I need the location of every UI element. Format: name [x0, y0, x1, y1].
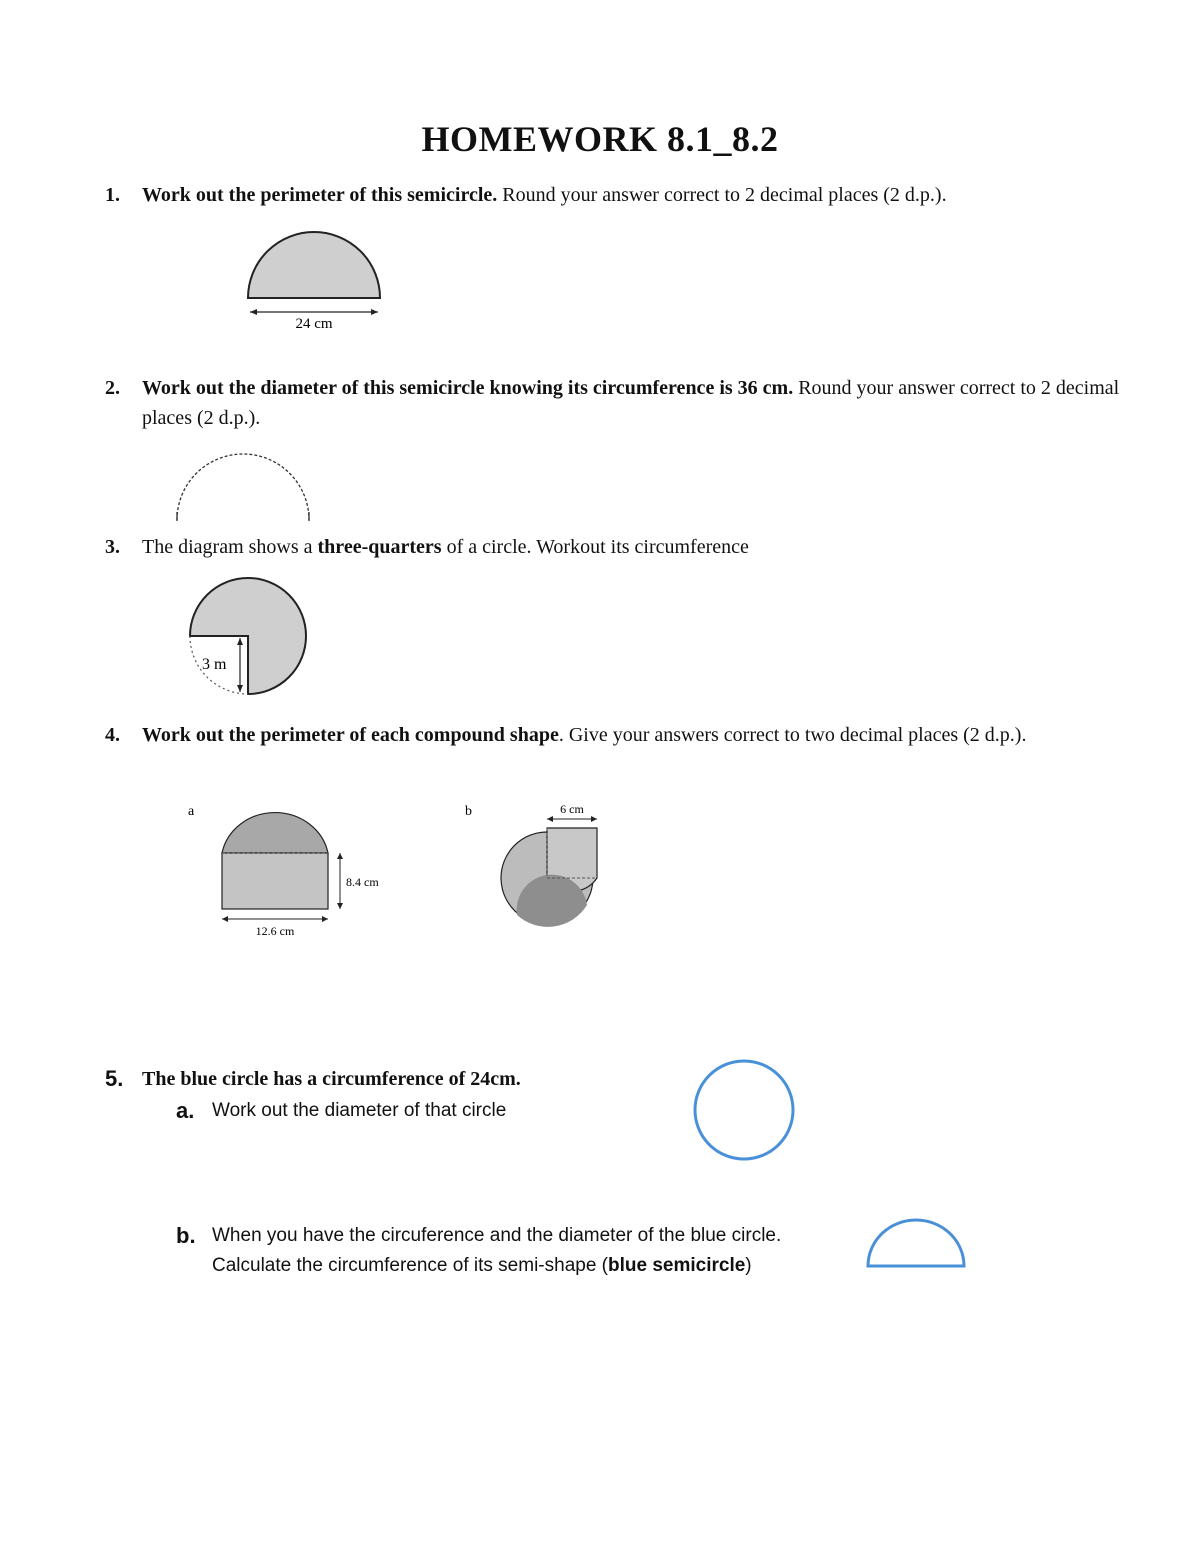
page-title: HOMEWORK 8.1_8.2 — [421, 119, 779, 159]
question-text: Work out the perimeter of this semicircle. Round your answer correct to 2 decimal places (2 d.p.). — [142, 184, 947, 206]
semicircle-shape — [248, 232, 380, 298]
part-text: Work out the diameter of that circle — [212, 1100, 507, 1121]
dashed-arc — [177, 454, 309, 520]
compound-shape-a — [180, 795, 400, 945]
question-text: Work out the diameter of this semicircle knowing its circumference is 36 cm. Round your answer correct to 2 decimal places (2 d.p.). — [142, 377, 1120, 429]
dashed-semicircle-figure — [168, 448, 318, 528]
question-number: 5. — [105, 1066, 124, 1091]
question-number: 3. — [105, 536, 120, 558]
diameter-label: 24 cm — [295, 316, 333, 332]
question-number: 1. — [105, 184, 120, 206]
blue-circle — [690, 1057, 798, 1165]
part-text: When you have the circuference and the diameter of the blue circle. Calculate the circumference of its semi-shape (blue semicircle) — [212, 1225, 782, 1276]
question-text: The blue circle has a circumference of 24cm. — [142, 1068, 521, 1090]
three-quarter-circle-figure — [182, 572, 314, 702]
semicircle-figure-1 — [240, 228, 390, 338]
semicircle-top — [222, 813, 328, 853]
figure-letter-a: a — [188, 804, 195, 819]
rectangle-part — [222, 853, 328, 909]
blue-semicircle — [862, 1212, 972, 1274]
blue-circle-outline — [695, 1061, 793, 1159]
question-number: 2. — [105, 377, 120, 399]
top-label: 6 cm — [560, 802, 584, 816]
question-number: 4. — [105, 724, 120, 746]
part-letter: a. — [176, 1098, 195, 1123]
figure-letter-b: b — [465, 804, 472, 819]
question-text: The diagram shows a three-quarters of a circle. Workout its circumference — [142, 536, 749, 558]
part-letter: b. — [176, 1223, 196, 1248]
compound-shape-b — [455, 795, 635, 945]
height-label: 8.4 cm — [346, 875, 379, 889]
radius-label: 3 m — [202, 656, 227, 673]
width-label: 12.6 cm — [255, 924, 295, 938]
blue-semicircle-outline — [868, 1220, 964, 1266]
question-text: Work out the perimeter of each compound shape. Give your answers correct to two decimal places (2 d.p.). — [142, 724, 1027, 746]
